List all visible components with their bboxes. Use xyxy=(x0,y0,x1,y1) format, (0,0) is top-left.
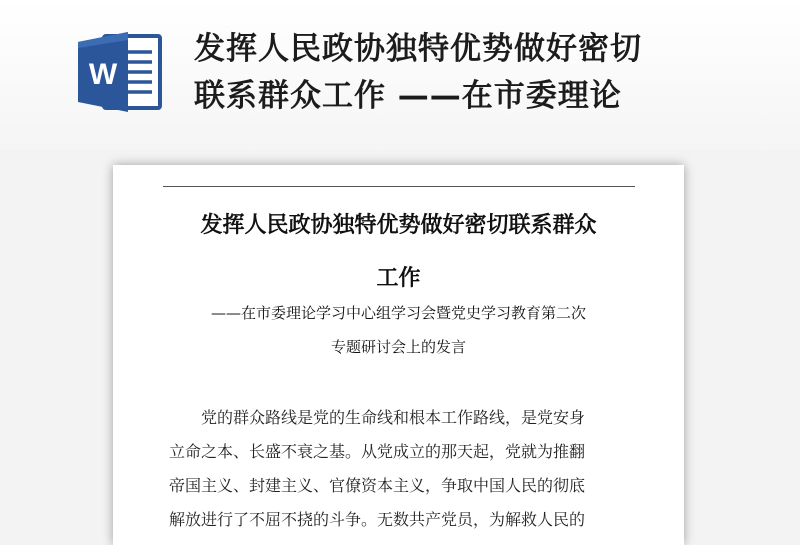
document-title xyxy=(143,199,654,305)
document-page xyxy=(113,165,684,545)
body-line: 党的群众路线是党的生命线和根本工作路线，是党安身 xyxy=(201,408,586,427)
header-title-line-2: 联系群众工作 ——在市委理论 xyxy=(194,78,622,114)
document-subtitle-line-2: 专题研讨会上的发言 xyxy=(330,338,466,356)
document-subtitle xyxy=(143,296,654,364)
document-title-line-2: 工作 xyxy=(376,266,421,291)
body-line: 解放进行了不屈不挠的斗争。无数共产党员，为解救人民的 xyxy=(169,510,586,529)
logo-letter: W xyxy=(88,58,118,91)
header-banner xyxy=(0,0,800,150)
body-line: 立命之本、长盛不衰之基。从党成立的那天起，党就为推翻 xyxy=(169,442,586,461)
header-rule xyxy=(163,186,635,187)
header-title-line-1: 发挥人民政协独特优势做好密切 xyxy=(194,31,642,67)
body-line: 帝国主义、封建主义、官僚资本主义，争取中国人民的彻底 xyxy=(169,476,586,495)
document-body xyxy=(169,401,639,537)
document-title-line-1: 发挥人民政协独特优势做好密切联系群众 xyxy=(200,213,597,238)
document-subtitle-line-1: ——在市委理论学习中心组学习会暨党史学习教育第二次 xyxy=(210,304,586,322)
header-title xyxy=(194,26,754,120)
word-document-icon xyxy=(74,26,166,118)
